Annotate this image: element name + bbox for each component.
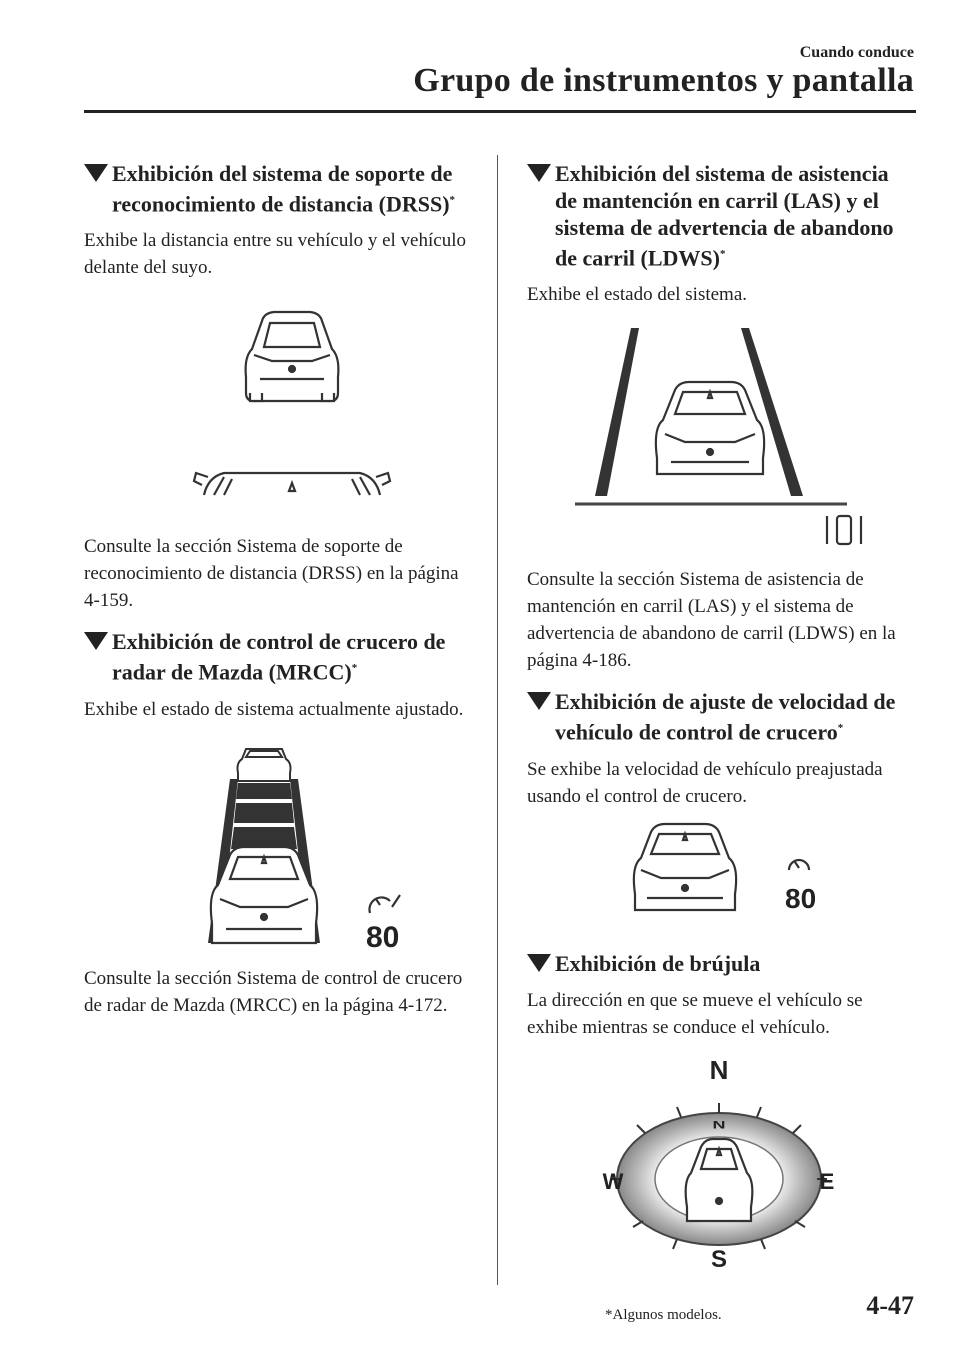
mrcc-figure [84, 723, 469, 961]
own-car-icon [656, 382, 764, 474]
mrcc-heading-text: Exhibición de control de crucero de radar de Mazda (MRCC) [112, 629, 446, 685]
las-ldws-asterisk: * [719, 248, 726, 260]
las-ldws-body: Exhibe el estado del sistema. [527, 284, 748, 306]
cruise-speed-section [527, 688, 912, 939]
cruise-speed-heading [527, 688, 912, 745]
las-ldws-heading [527, 160, 912, 271]
cruise-control-icon [789, 860, 809, 870]
own-car-icon [634, 824, 736, 910]
drss-body: Exhibe la distancia entre su vehículo y el vehículo delante del suyo. [84, 230, 466, 279]
own-car-hood-icon [194, 473, 390, 495]
compass-heading [527, 950, 912, 977]
cruise-speed-asterisk: * [837, 722, 844, 735]
own-car-icon [211, 847, 317, 943]
drss-heading [84, 160, 469, 217]
compass-body: La dirección en que se mueve el vehículo se exhibe mientras se conduce el vehículo. [527, 989, 863, 1038]
las-ldws-reference: Consulte la sección Sistema de asistencia de mantención en carril (LAS) y el sistema de advertencia de abandono de carril (LDWS) en la página 4-186. [527, 569, 896, 672]
las-ldws-heading-text: Exhibición del sistema de asistencia de mantención en carril (LAS) y el sistema de advertencia de abandono de carril (LDWS) [555, 161, 894, 271]
page-number: 4-47 [866, 1291, 914, 1320]
drss-figure [84, 281, 469, 529]
cruise-speed-body: Se exhibe la velocidad de vehículo preajustada usando el control de crucero. [527, 758, 883, 807]
compass-illustration [527, 1041, 912, 1271]
drss-reference: Consulte la sección Sistema de soporte de reconocimiento de distancia (DRSS) en la página 4-159. [84, 536, 459, 612]
header-subtitle: Cuando conduce [799, 44, 914, 61]
mrcc-speed-value: 80 [366, 920, 400, 954]
lead-car-rear-icon [246, 312, 339, 401]
mrcc-illustration [84, 723, 469, 961]
cruise-speed-value: 80 [785, 882, 817, 914]
compass-heading-text: Exhibición de brújula [555, 950, 761, 976]
compass-section [527, 950, 912, 1271]
left-column [84, 160, 469, 1019]
compass-south-label: S [710, 1245, 728, 1271]
triangle-marker-icon [84, 164, 108, 182]
cruise-speed-illustration [527, 810, 912, 940]
drss-illustration [84, 281, 469, 529]
triangle-marker-icon [527, 692, 551, 710]
compass-figure [527, 1041, 912, 1271]
las-ldws-illustration [527, 308, 912, 558]
las-ldws-figure [527, 308, 912, 558]
radar-cruise-icon [369, 895, 400, 913]
mrcc-section [84, 628, 469, 1018]
drss-heading-text: Exhibición del sistema de soporte de reconocimiento de distancia (DRSS) [112, 161, 453, 217]
drss-asterisk: * [449, 194, 456, 206]
header-title: Grupo de instrumentos y pantalla [413, 62, 914, 99]
lane-keep-indicator-icon [827, 516, 861, 544]
triangle-marker-icon [527, 954, 551, 972]
cruise-speed-heading-text: Exhibición de ajuste de velocidad de vehículo de control de crucero [555, 689, 896, 745]
header-rule [84, 110, 916, 113]
compass-west-label: W [602, 1168, 624, 1194]
compass-north-label: N [709, 1054, 729, 1085]
las-ldws-section [527, 160, 912, 674]
mrcc-reference: Consulte la sección Sistema de control de crucero de radar de Mazda (MRCC) en la página 4-172. [84, 967, 463, 1016]
cruise-speed-figure [527, 810, 912, 940]
lead-car-icon [238, 749, 291, 781]
drss-section [84, 160, 469, 614]
mrcc-heading [84, 628, 469, 685]
triangle-marker-icon [527, 164, 551, 182]
right-column [527, 160, 912, 1271]
compass-inner-north-label: N [712, 1119, 726, 1132]
compass-east-label: E [819, 1168, 835, 1194]
column-divider [497, 155, 498, 1285]
triangle-marker-icon [84, 632, 108, 650]
mrcc-body: Exhibe el estado de sistema actualmente ajustado. [84, 698, 464, 720]
footer-note: *Algunos modelos. [605, 1307, 722, 1323]
mrcc-asterisk: * [351, 662, 358, 675]
